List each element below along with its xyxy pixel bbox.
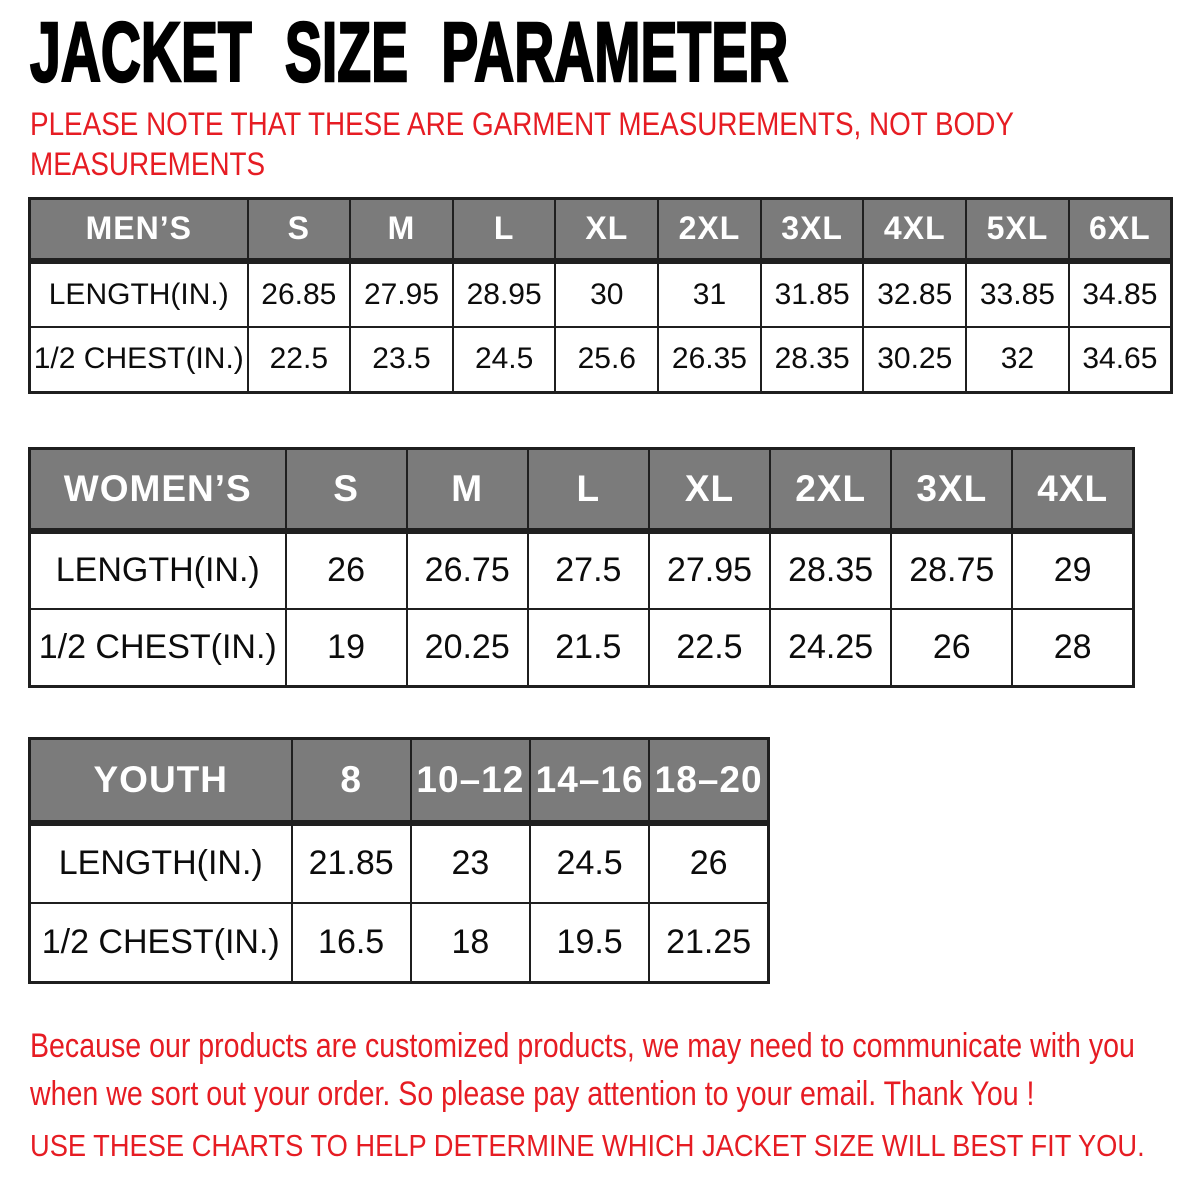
row-label-cell: LENGTH(IN.)	[30, 531, 286, 609]
value-cell: 22.5	[649, 609, 770, 687]
value-cell: 22.5	[248, 327, 351, 393]
value-cell: 32	[966, 327, 1069, 393]
size-header-cell: L	[453, 199, 556, 261]
row-label-cell: 1/2 CHEST(IN.)	[30, 903, 292, 983]
value-cell: 25.6	[555, 327, 658, 393]
size-header-cell: 3XL	[891, 449, 1012, 531]
header-row	[30, 199, 1172, 261]
value-cell: 30.25	[863, 327, 966, 393]
value-cell: 28.95	[453, 261, 556, 327]
value-cell: 28.35	[761, 327, 864, 393]
value-cell: 18	[411, 903, 530, 983]
value-cell: 27.95	[350, 261, 453, 327]
value-cell: 26.85	[248, 261, 351, 327]
page-title: JACKET SIZE PARAMETER	[30, 5, 789, 99]
value-cell: 27.5	[528, 531, 649, 609]
value-cell: 24.5	[530, 823, 649, 903]
youth-size-table-container	[28, 737, 770, 984]
fit-advice-line: USE THESE CHARTS TO HELP DETERMINE WHICH JACKET SIZE WILL BEST FIT YOU.	[30, 1128, 1145, 1163]
value-cell: 26	[649, 823, 768, 903]
value-cell: 28	[1012, 609, 1133, 687]
value-cell: 34.65	[1069, 327, 1172, 393]
value-cell: 34.85	[1069, 261, 1172, 327]
size-header-cell: XL	[555, 199, 658, 261]
row-label-cell: LENGTH(IN.)	[30, 823, 292, 903]
value-cell: 26	[286, 531, 407, 609]
value-cell: 20.25	[407, 609, 528, 687]
table-row	[30, 531, 1134, 609]
value-cell: 26	[891, 609, 1012, 687]
table-title-cell: WOMEN’S	[30, 449, 286, 531]
size-header-cell: S	[286, 449, 407, 531]
value-cell: 24.25	[770, 609, 891, 687]
size-header-cell: M	[407, 449, 528, 531]
value-cell: 24.5	[453, 327, 556, 393]
value-cell: 16.5	[292, 903, 411, 983]
value-cell: 30	[555, 261, 658, 327]
table-row	[30, 327, 1172, 393]
header-row	[30, 739, 769, 823]
header-row	[30, 449, 1134, 531]
value-cell: 31.85	[761, 261, 864, 327]
value-cell: 33.85	[966, 261, 1069, 327]
size-header-cell: 4XL	[863, 199, 966, 261]
size-header-cell: 2XL	[658, 199, 761, 261]
size-header-cell: 10–12	[411, 739, 530, 823]
value-cell: 21.25	[649, 903, 768, 983]
size-header-cell: 18–20	[649, 739, 768, 823]
value-cell: 29	[1012, 531, 1133, 609]
size-header-cell: M	[350, 199, 453, 261]
table-title-cell: YOUTH	[30, 739, 292, 823]
size-header-cell: 6XL	[1069, 199, 1172, 261]
womens-size-table-container	[28, 447, 1135, 688]
value-cell: 27.95	[649, 531, 770, 609]
size-header-cell: 3XL	[761, 199, 864, 261]
youth-size-table	[28, 737, 770, 984]
row-label-cell: 1/2 CHEST(IN.)	[30, 327, 248, 393]
mens-size-table	[28, 197, 1173, 394]
size-header-cell: 5XL	[966, 199, 1069, 261]
value-cell: 31	[658, 261, 761, 327]
table-row	[30, 823, 769, 903]
value-cell: 21.85	[292, 823, 411, 903]
mens-size-table-container	[28, 197, 1173, 394]
table-row	[30, 609, 1134, 687]
row-label-cell: 1/2 CHEST(IN.)	[30, 609, 286, 687]
customization-notice-line-1: Because our products are customized products, we may need to communicate with you	[30, 1027, 1135, 1065]
value-cell: 28.35	[770, 531, 891, 609]
size-header-cell: 2XL	[770, 449, 891, 531]
size-header-cell: XL	[649, 449, 770, 531]
note-line-1: PLEASE NOTE THAT THESE ARE GARMENT MEASUREMENTS, NOT BODY	[30, 106, 1014, 142]
value-cell: 19	[286, 609, 407, 687]
table-row	[30, 261, 1172, 327]
value-cell: 23.5	[350, 327, 453, 393]
size-header-cell: S	[248, 199, 351, 261]
note-line-2: MEASUREMENTS	[30, 146, 266, 182]
table-title-cell: MEN’S	[30, 199, 248, 261]
size-header-cell: 14–16	[530, 739, 649, 823]
value-cell: 19.5	[530, 903, 649, 983]
size-header-cell: 4XL	[1012, 449, 1133, 531]
value-cell: 23	[411, 823, 530, 903]
value-cell: 26.75	[407, 531, 528, 609]
value-cell: 32.85	[863, 261, 966, 327]
customization-notice-line-2: when we sort out your order. So please pay attention to your email. Thank You !	[30, 1075, 1035, 1113]
row-label-cell: LENGTH(IN.)	[30, 261, 248, 327]
table-row	[30, 903, 769, 983]
value-cell: 26.35	[658, 327, 761, 393]
value-cell: 28.75	[891, 531, 1012, 609]
size-header-cell: 8	[292, 739, 411, 823]
womens-size-table	[28, 447, 1135, 688]
customization-notice	[30, 1022, 1135, 1118]
size-header-cell: L	[528, 449, 649, 531]
value-cell: 21.5	[528, 609, 649, 687]
garment-measurement-note	[30, 104, 1014, 184]
